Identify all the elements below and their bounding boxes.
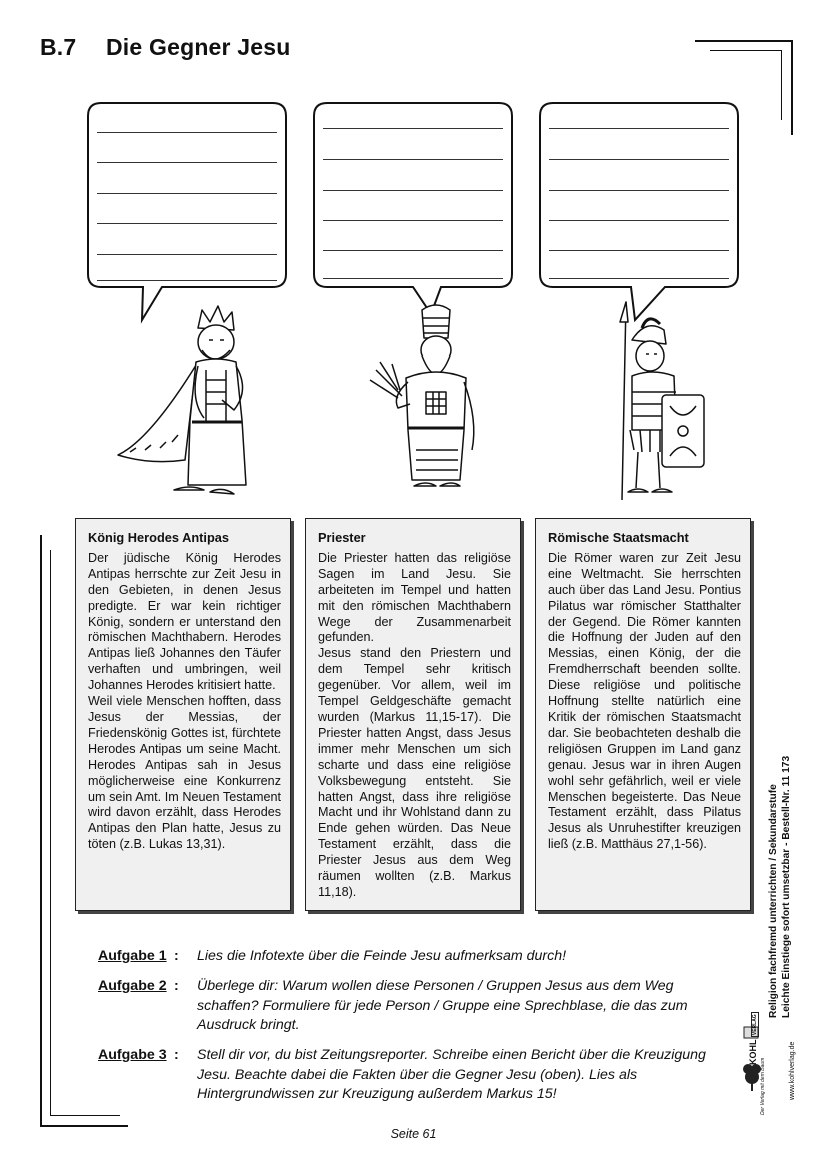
writing-line xyxy=(549,128,729,129)
speech-bubble-outline xyxy=(87,102,287,332)
frame-corner-bottom-left xyxy=(50,1115,120,1116)
speech-bubble-priester[interactable] xyxy=(313,102,513,287)
page-number: Seite 61 xyxy=(390,1127,437,1141)
speech-bubble-outline xyxy=(313,102,513,332)
infobox-paragraph: Jesus stand den Priestern und dem Tempel sehr kritisch gegenüber. Vor allem, weil im Tempel Geldgeschäfte gemacht wurden (Markus 11,15-17). Die Priester hatten Angst, dass Jesus immer mehr Menschen um sich scharte und dass eine religiöse Volksbewegung entsteht. Sie hatten Angst, dass ihre religiöse Macht und ihr Wohlstand dann zu Ende gehen würden. Das Neue Testament erzählt, dass die Priester Jesus aus dem Weg räumen wollten (z.B. Markus 11,18). xyxy=(318,646,511,899)
frame-corner-bottom-left xyxy=(50,550,51,1115)
herodes-illustration xyxy=(110,300,310,510)
publisher-slogan: Der Verlag mit dem Baum xyxy=(760,1057,766,1115)
frame-corner-top-right xyxy=(710,50,782,51)
publisher-logo xyxy=(742,1014,770,1117)
writing-line xyxy=(549,190,729,191)
task-label: Aufgabe 3 xyxy=(98,1047,167,1063)
writing-line xyxy=(323,220,503,221)
publisher-badge: VERLAG xyxy=(752,1014,758,1036)
speech-bubble-herodes[interactable] xyxy=(87,102,287,287)
infobox-paragraph: Die Römer waren zur Zeit Jesu eine Weltmacht. Sie herrschten auch über das Land Jesu. Pontius Pilatus war römischer Statthalter der Gegend. Die Römer kannten die Hoffnung der Juden auf den Messias, einen König, der die Fremdherrschaft beenden sollte. Diese religiöse und politische Hoffnung stellte natürlich eine Kritik der römischen Staatsmacht dar. Sie beobachteten deshalb die religiösen Gruppen im Land ganz genau. Jesus war in ihren Augen wohl sehr gefährlich, weil er viele Menschen begeisterte. Das Neue Testament erzählt, dass Pilatus Jesus als Unruhestifter kreuzigen ließ (z.B. Matthäus 27,1-56). xyxy=(548,550,741,852)
infobox-heading: Priester xyxy=(318,530,366,545)
writing-line xyxy=(323,159,503,160)
writing-line xyxy=(97,280,277,281)
task-text: Lies die Infotexte über die Feinde Jesu aufmerksam durch! xyxy=(197,948,567,964)
writing-line xyxy=(323,278,503,279)
page-title xyxy=(40,34,291,61)
publisher-website: www.kohlverlag.de xyxy=(789,1041,796,1100)
writing-line xyxy=(97,132,277,133)
infobox-priester xyxy=(305,518,521,911)
task-label: Aufgabe 2 xyxy=(98,978,167,994)
writing-line xyxy=(97,254,277,255)
speech-bubble-roemer[interactable] xyxy=(539,102,739,287)
writing-line xyxy=(97,162,277,163)
task-label: Aufgabe 1 xyxy=(98,948,167,964)
side-line-1: Religion fachfremd unterrichten / Sekundarstufe xyxy=(768,784,779,1018)
chapter-title: Die Gegner Jesu xyxy=(106,34,291,60)
frame-corner-top-right xyxy=(781,50,782,120)
side-line-2: Leichte Einstiege sofort umsetzbar - Bestell-Nr. 11 173 xyxy=(780,755,792,1018)
writing-line xyxy=(323,250,503,251)
writing-line xyxy=(97,193,277,194)
side-series-title xyxy=(768,756,793,1018)
infobox-heading: König Herodes Antipas xyxy=(88,530,230,545)
publisher-name: KOHL VERLAG xyxy=(748,1014,758,1065)
writing-line xyxy=(323,190,503,191)
infobox-roemer xyxy=(535,518,751,911)
writing-line xyxy=(549,159,729,160)
speech-bubble-outline xyxy=(539,102,739,332)
writing-line xyxy=(549,278,729,279)
infobox-herodes xyxy=(75,518,291,911)
infobox-heading: Römische Staatsmacht xyxy=(548,530,689,545)
task-text: Überlege dir: Warum wollen diese Personen / Gruppen Jesus aus dem Weg schaffen? Formuliere für jede Person / Gruppe eine Sprechblase, die das zum Ausdruck bringt. xyxy=(197,978,688,1034)
chapter-number: B.7 xyxy=(40,34,77,60)
frame-corner-top-right xyxy=(791,40,793,135)
frame-corner-top-right xyxy=(695,40,793,42)
infobox-paragraph: Die Priester hatten das religiöse Sagen im Land Jesu. Sie arbeiteten im Tempel und hatten mit den römischen Machthabern Wege der Zusammenarbeit gefunden. xyxy=(318,550,511,645)
roemer-illustration xyxy=(562,300,762,510)
writing-line xyxy=(97,223,277,224)
infobox-paragraph: Weil viele Menschen hofften, dass Jesus der Messias, der Friedenskönig Gottes ist, fürchtete Herodes Antipas um seine Macht. Herodes Antipas sah in Jesus möglicherweise eine Konkurrenz um sein Amt. Im Neuen Testament wird davon erzählt, dass Herodes Antipas den Plan hatte, Jesus zu töten (z.B. Lukas 13,31). xyxy=(88,694,281,852)
priester-illustration xyxy=(336,300,536,510)
frame-corner-bottom-left xyxy=(40,535,42,1127)
writing-line xyxy=(323,128,503,129)
writing-line xyxy=(549,220,729,221)
infobox-paragraph: Der jüdische König Herodes Antipas herrschte zur Zeit Jesu in den Gebieten, in denen Jesus predigte. Er war kein richtiger König, sondern er unterstand den römischen Machthabern. Herodes Antipas ließ Johannes den Täufer verhaften und umbringen, weil Johannes Herodes kritisiert hatte. xyxy=(88,550,281,693)
writing-line xyxy=(549,250,729,251)
task-text: Stell dir vor, du bist Zeitungsreporter. Schreibe einen Bericht über die Kreuzigung Jesu. Beachte dabei die Fakten über die Gegner Jesu (oben). Lies als Hintergrundwissen zur Kreuzigung außerdem Markus 15! xyxy=(197,1047,706,1103)
